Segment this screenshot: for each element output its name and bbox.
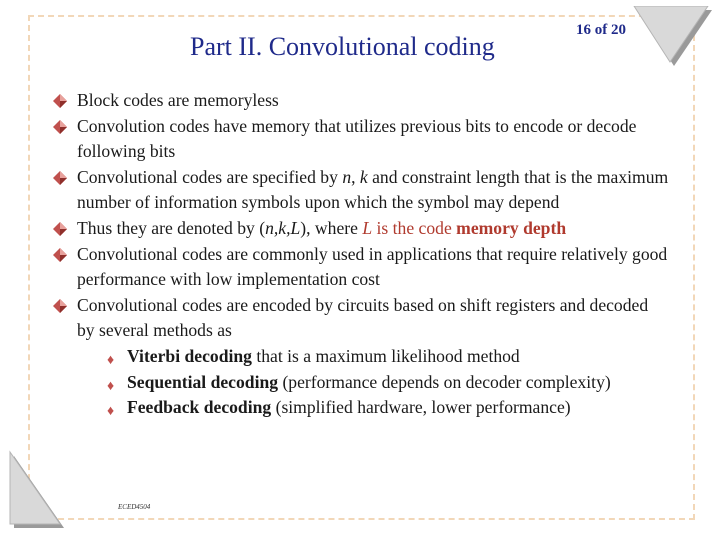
teardrop-bullet-icon: ♦ xyxy=(107,378,115,394)
sub-bullet-list xyxy=(50,344,670,421)
bullet-item xyxy=(50,293,670,344)
text-run: ), where xyxy=(300,217,363,238)
text-run: Thus they are denoted by ( xyxy=(77,217,266,238)
text-run: Viterbi decoding xyxy=(127,345,252,366)
diamond-bullet-icon xyxy=(53,120,67,134)
text-run: n,k,L xyxy=(265,217,301,238)
text-run: Feedback decoding xyxy=(127,397,272,418)
bullet-item xyxy=(50,165,670,216)
sub-bullet-item xyxy=(91,395,670,421)
text-run: , xyxy=(351,166,360,187)
bullet-item xyxy=(50,114,670,165)
teardrop-bullet-icon: ♦ xyxy=(107,404,115,420)
text-run: (performance depends on decoder complexity) xyxy=(278,371,611,392)
sub-bullet-item xyxy=(91,370,670,396)
diamond-bullet-icon xyxy=(53,171,67,185)
text-run: memory depth xyxy=(456,217,567,238)
corner-triangle-decoration-bottom xyxy=(6,448,66,528)
teardrop-bullet-icon: ♦ xyxy=(107,352,115,368)
bullet-list xyxy=(50,88,670,421)
corner-triangle-decoration xyxy=(632,6,714,68)
diamond-bullet-icon xyxy=(53,248,67,262)
sub-bullet-item xyxy=(91,344,670,370)
diamond-bullet-icon xyxy=(53,94,67,108)
text-run: Convolutional codes are commonly used in applications that require relatively good performance with low implementation cost xyxy=(77,243,668,290)
text-run: k xyxy=(359,166,368,187)
text-run: that is a maximum likelihood method xyxy=(251,345,520,366)
text-run: n xyxy=(342,166,352,187)
bullet-item xyxy=(50,216,670,242)
text-run: (simplified hardware, lower performance) xyxy=(271,397,571,418)
footer-course-code: ECED4504 xyxy=(118,503,151,511)
text-run: L xyxy=(362,217,373,238)
bullet-item xyxy=(50,242,670,293)
text-run: and constraint length that is the maximum number of information symbols upon which the symbol may depend xyxy=(77,166,669,213)
page-number: 16 of 20 xyxy=(576,22,626,38)
slide-title: Part II. Convolutional coding xyxy=(190,32,495,61)
bullet-item xyxy=(50,88,670,114)
text-run: Convolutional codes are specified by xyxy=(77,166,343,187)
diamond-bullet-icon xyxy=(53,222,67,236)
text-run: is the code xyxy=(372,217,457,238)
text-run: Sequential decoding xyxy=(127,371,279,392)
text-run: Convolutional codes are encoded by circuits based on shift registers and decoded by several methods as xyxy=(77,294,649,341)
diamond-bullet-icon xyxy=(53,299,67,313)
text-run: Convolution codes have memory that utilizes previous bits to encode or decode following bits xyxy=(77,115,637,162)
text-run: Block codes are memoryless xyxy=(77,90,279,110)
